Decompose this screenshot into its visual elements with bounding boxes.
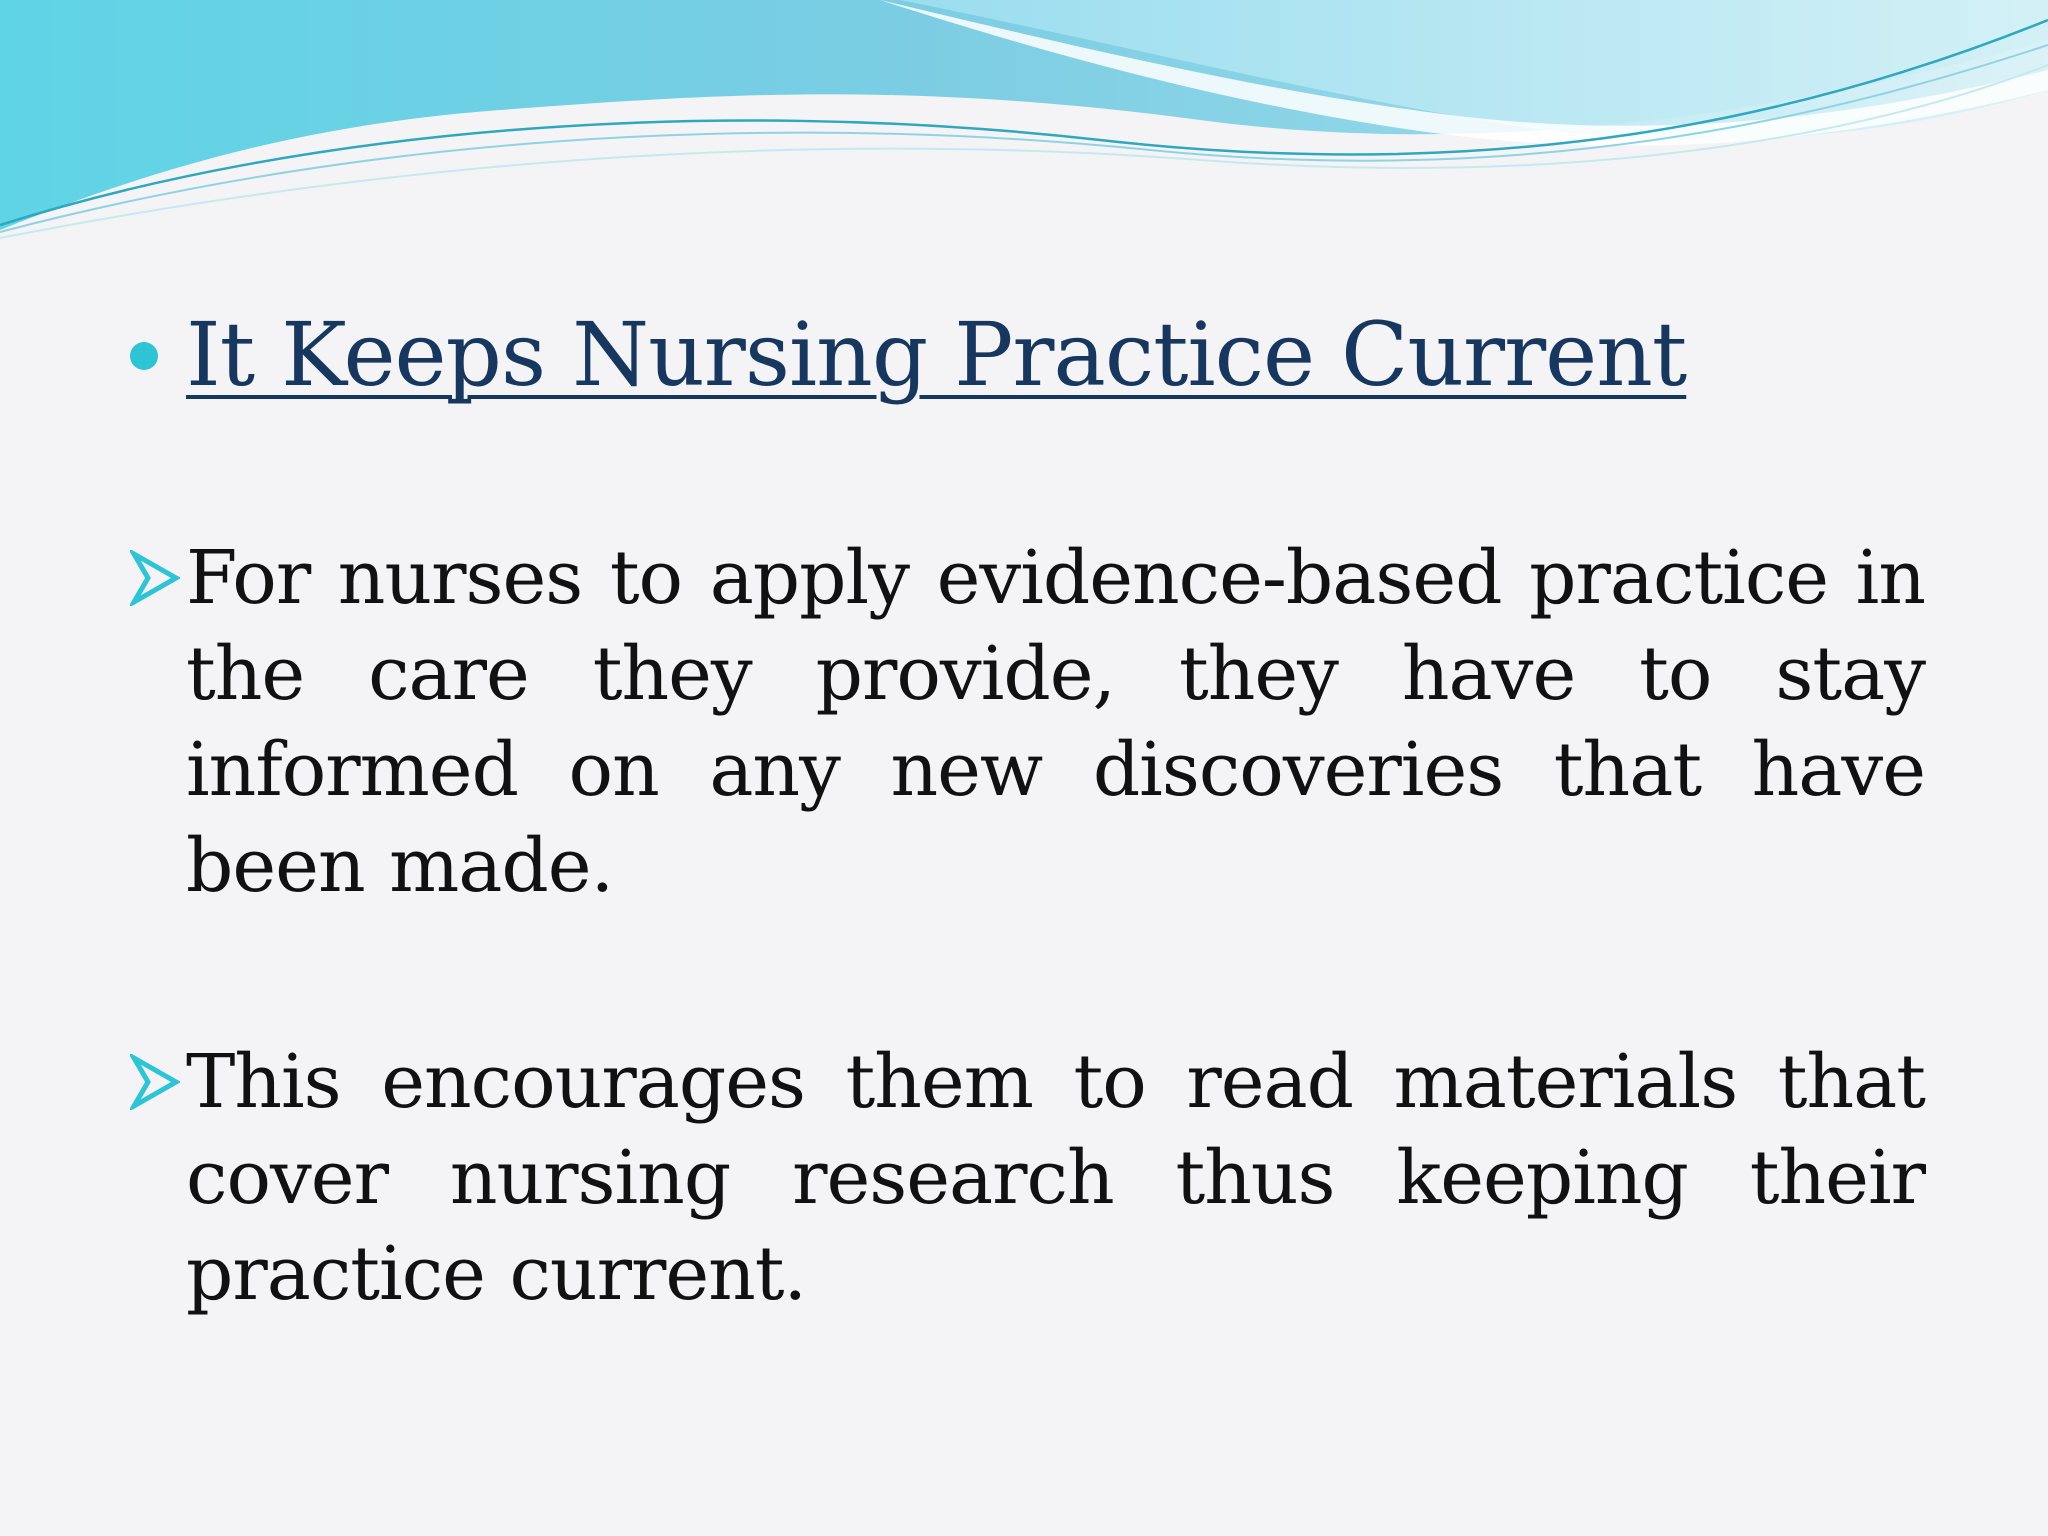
- bullet-point-text: This encourages them to read materials that cover nursing research thus keeping their practice current.: [186, 1039, 1925, 1317]
- bullet-point-text: For nurses to apply evidence-based practice in the care they provide, they have to stay informed on any new discoveries that have been made.: [186, 535, 1925, 909]
- arrowhead-bullet-icon: [130, 550, 180, 606]
- bullet-point: [130, 1034, 1925, 1322]
- slide-heading[interactable]: It Keeps Nursing Practice Current: [186, 303, 1687, 406]
- heading-row: [130, 300, 1925, 410]
- bullet-point: [130, 530, 1925, 914]
- wave-header-decoration: [0, 0, 2048, 240]
- slide-content: [130, 300, 1925, 1322]
- arrowhead-bullet-icon: [130, 1054, 180, 1110]
- dot-bullet-icon: [130, 342, 158, 370]
